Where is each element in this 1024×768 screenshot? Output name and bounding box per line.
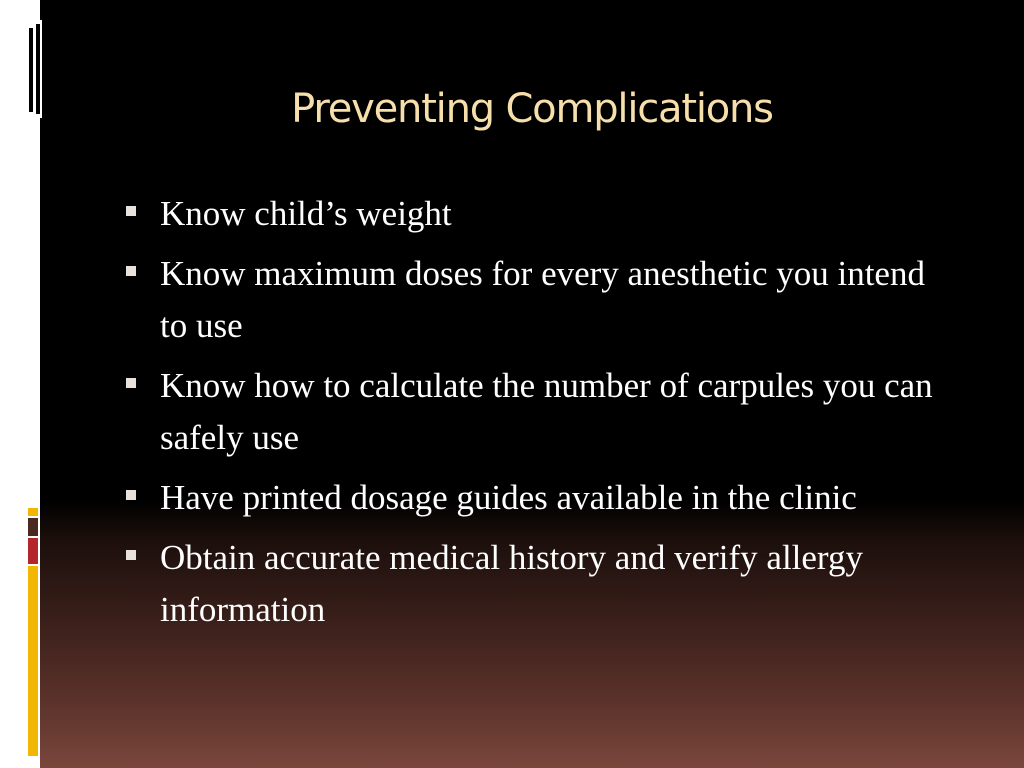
square-bullet-icon <box>126 206 136 216</box>
accent-bar-yellow-top <box>28 508 38 516</box>
bullet-text-1: Know child’s weight <box>160 194 452 233</box>
square-bullet-icon <box>126 378 136 388</box>
bullet-list <box>126 188 956 644</box>
accent-bar-red <box>28 538 38 564</box>
bullet-item-5 <box>126 532 956 636</box>
bullet-text-5: Obtain accurate medical history and verify allergy information <box>160 538 863 629</box>
bullet-item-2 <box>126 248 956 352</box>
accent-bar-brown <box>28 518 38 536</box>
bullet-item-4 <box>126 472 956 524</box>
square-bullet-icon <box>126 266 136 276</box>
bullet-text-4: Have printed dosage guides available in the clinic <box>160 478 857 517</box>
square-bullet-icon <box>126 550 136 560</box>
bullet-text-2: Know maximum doses for every anesthetic you intend to use <box>160 254 925 345</box>
accent-bar-yellow-long <box>28 566 38 756</box>
slide-title: Preventing Complications <box>291 86 773 132</box>
bullet-text-3: Know how to calculate the number of carpules you can safely use <box>160 366 933 457</box>
bullet-item-1 <box>126 188 956 240</box>
bullet-item-3 <box>126 360 956 464</box>
square-bullet-icon <box>126 490 136 500</box>
